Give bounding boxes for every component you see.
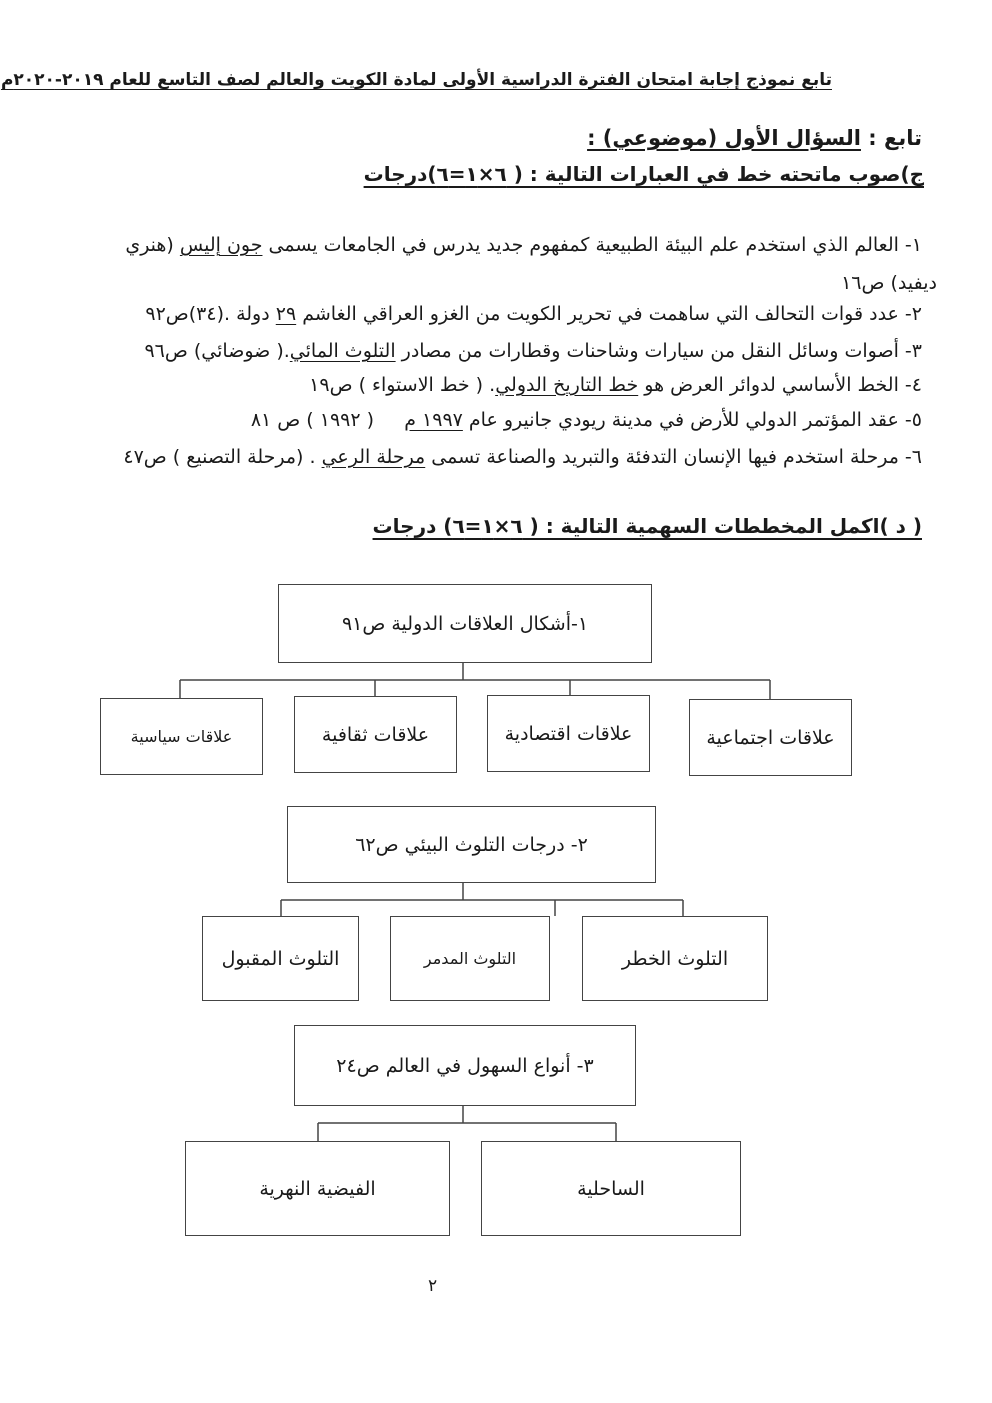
diagram-1-child-economic: علاقات اقتصادية — [487, 695, 650, 772]
diagram-1-child-cultural: علاقات ثقافية — [294, 696, 457, 773]
statement-5-text: ٥- عقد المؤتمر الدولي للأرض في مدينة ريودي جانيرو عام — [462, 409, 922, 431]
statement-2-underlined: ٢٩ — [275, 303, 297, 325]
statement-1-continuation: ديفيد) ص١٦ — [841, 272, 937, 294]
statement-4-text: ٤- الخط الأساسي لدوائر العرض هو — [638, 374, 922, 396]
statement-1-text: ١- العالم الذي استخدم علم البيئة الطبيعية كمفهوم جديد يدرس في الجامعات يسمى — [262, 234, 922, 256]
statement-2-answer: دولة .(٣٤)ص٩٢ — [145, 303, 276, 325]
statement-5-answer: ( ١٩٩٢ ) ص ٨١ — [250, 409, 405, 431]
statement-1-answer: (هنري — [125, 234, 180, 256]
statement-6-text: ٦- مرحلة استخدم فيها الإنسان التدفئة والتبريد والصناعة تسمى — [425, 446, 922, 468]
statement-6-underlined: مرحلة الرعي — [321, 446, 426, 468]
statement-1-underlined: جون إليس — [179, 234, 263, 256]
question-label: السؤال الأول (موضوعي) : — [587, 126, 861, 150]
page-number: ٢ — [428, 1276, 438, 1296]
statement-4-answer: . ( خط الاستواء ) ص١٩ — [309, 374, 496, 396]
statement-5-underlined: ١٩٩٧ م — [404, 409, 463, 431]
question-prefix: تابع : — [868, 126, 922, 150]
diagram-2-root: ٢- درجات التلوث البيئي ص٦٢ — [287, 806, 656, 883]
statement-3-text: ٣- أصوات وسائل النقل من سيارات وشاحنات وقطارات من مصادر — [395, 340, 922, 362]
diagram-2-child-acceptable: التلوث المقبول — [202, 916, 359, 1001]
statement-4-underlined: خط التاريخ الدولي — [495, 374, 639, 396]
document-header: تابع نموذج إجابة امتحان الفترة الدراسية الأولى لمادة الكويت والعالم لصف التاسع للعام ٢٠١٩-٢٠٢٠م — [0, 70, 832, 90]
diagram-2-child-dangerous: التلوث الخطر — [582, 916, 768, 1001]
statement-2-text: ٢- عدد قوات التحالف التي ساهمت في تحرير الكويت من الغزو العراقي الغاشم — [296, 303, 922, 325]
diagram-3-child-coastal: الساحلية — [481, 1141, 741, 1236]
diagram-3-root: ٣- أنواع السهول في العالم ص٢٤ — [294, 1025, 636, 1106]
diagram-1-child-social: علاقات اجتماعية — [689, 699, 852, 776]
diagram-1-child-political: علاقات سياسية — [100, 698, 263, 775]
section-c-title: ج)صوب ماتحته خط في العبارات التالية : ( ٦×١=٦)درجات — [363, 162, 924, 186]
diagram-2-child-destructive: التلوث المدمر — [390, 916, 550, 1001]
statement-3-answer: .( ضوضائي) ص٩٦ — [144, 340, 290, 362]
diagram-3-child-floodplain: الفيضية النهرية — [185, 1141, 450, 1236]
section-d-title: ( د )اكمل المخططات السهمية التالية : ( ٦×١=٦) درجات — [372, 514, 922, 538]
diagram-1-root: ١-أشكال العلاقات الدولية ص٩١ — [278, 584, 652, 663]
statement-6-answer: . (مرحلة التصنيع ) ص٤٧ — [123, 446, 322, 468]
statement-3-underlined: التلوث المائي — [289, 340, 396, 362]
